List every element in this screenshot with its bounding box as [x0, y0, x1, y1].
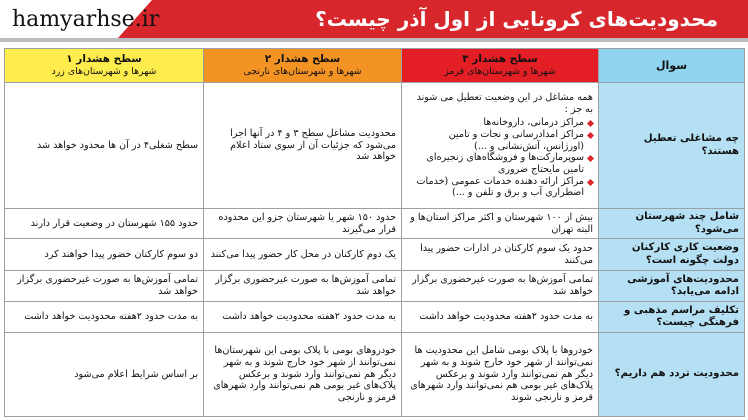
level-3-cell: خودروها با پلاک بومی شامل این محدودیت ها نمی‌توانند از شهر خود خارج شوند و به شهر دیگر هم نمی‌توانند وارد شوند و برعکس پلاک‌های غیر بومی هم نمی‌توانند وارد شهرهای قرمز و نارنجی شوند	[402, 333, 599, 417]
level-3-cell: به مدت حدود ۲هفته محدودیت خواهد داشت	[402, 302, 599, 333]
level-2-cell: یک دوم کارکنان در محل کار حضور پیدا می‌کنند	[204, 239, 402, 271]
level-3-cell: بیش از ۱۰۰ شهرستان و اکثر مراکز استان‌ها و البته تهران	[402, 209, 599, 239]
level-1-cell: دو سوم کارکنان حضور پیدا خواهند کرد	[5, 239, 204, 271]
level-2-cell: تمامی آموزش‌ها به صورت غیرحضوری برگزار خواهد شد	[204, 271, 402, 302]
level-1-subtitle: شهرها و شهرستان‌های زرد	[51, 66, 157, 78]
table-row	[5, 83, 745, 209]
level-3-cell	[402, 83, 599, 209]
exempt-list	[407, 117, 593, 199]
header-row	[5, 49, 745, 83]
question-cell: چه مشاغلی تعطیل هستند؟	[599, 83, 745, 209]
level-2-cell: حدود ۱۵۰ شهر یا شهرستان جزو این محدوده قرار می‌گیرند	[204, 209, 402, 239]
page-title: محدودیت‌های کرونایی از اول آذر چیست؟	[315, 7, 718, 31]
level-1-cell: تمامی آموزش‌ها به صورت غیرحضوری برگزار خواهد شد	[5, 271, 204, 302]
level-1-cell: به مدت حدود ۲هفته محدودیت خواهد داشت	[5, 302, 204, 333]
table-row	[5, 239, 745, 271]
question-cell: تکلیف مراسم مذهبی و فرهنگی چیست؟	[599, 302, 745, 333]
level-2-subtitle: شهرها و شهرستان‌های نارنجی	[243, 66, 362, 78]
level-2-cell: به مدت حدود ۲هفته محدودیت خواهد داشت	[204, 302, 402, 333]
header-level-1	[5, 49, 204, 83]
header-question: سوال	[599, 49, 745, 83]
level-3-subtitle: شهرها و شهرستان‌های قرمز	[444, 66, 556, 78]
header-level-2	[204, 49, 402, 83]
list-item: سوپرمارکت‌ها و فروشگاه‌های زنجیره‌ای تامین مایحتاج ضروری	[407, 152, 593, 175]
table-row	[5, 302, 745, 333]
level-2-title: سطح هشدار ۲	[264, 53, 341, 66]
level-3-cell: حدود یک سوم کارکنان در ادارات حضور پیدا می‌کنند	[402, 239, 599, 271]
question-cell: محدودیت تردد هم داریم؟	[599, 333, 745, 417]
site-logo[interactable]: hamyarhse.ir	[12, 7, 160, 32]
restrictions-table	[4, 48, 745, 417]
list-item: مراکز درمانی، داروخانه‌ها	[407, 117, 593, 129]
question-cell: شامل چند شهرستان می‌شود؟	[599, 209, 745, 239]
header-divider	[0, 38, 748, 42]
table-row	[5, 333, 745, 417]
question-cell: وضعیت کاری کارکنان دولت چگونه است؟	[599, 239, 745, 271]
header-level-3	[402, 49, 599, 83]
level-1-cell: بر اساس شرایط اعلام می‌شود	[5, 333, 204, 417]
level-2-cell: محدودیت مشاغل سطح ۳ و ۴ در آنها اجرا می‌شود که جزئیات آن از سوی ستاد اعلام خواهد شد	[204, 83, 402, 209]
question-cell: محدودیت‌های آموزشی ادامه می‌یابد؟	[599, 271, 745, 302]
list-item: مراکز امدادرسانی و نجات و تامین (اورژانس، آتش‌نشانی و ...)	[407, 129, 593, 152]
level-3-title: سطح هشدار ۳	[462, 53, 538, 66]
level-2-cell: خودروهای بومی با پلاک بومی این شهرستان‌ها نمی‌توانند از شهر خود خارج شوند و به شهر دیگر هم نمی‌توانند وارد شوند و برعکس پلاک‌های غیر بومی هم نمی‌توانند وارد شهرهای قرمز و نارنجی	[204, 333, 402, 417]
header-bar	[0, 0, 748, 44]
list-item: مراکز ارائه دهنده خدمات عمومی (خدمات اضطراری آب و برق و تلفن و ...)	[407, 176, 593, 199]
level-3-cell: تمامی آموزش‌ها به صورت غیرحضوری برگزار خواهد شد	[402, 271, 599, 302]
table-row	[5, 209, 745, 239]
level-1-title: سطح هشدار ۱	[66, 53, 142, 66]
level-3-intro: همه مشاغل در این وضعیت تعطیل می شوند به جز :	[416, 91, 593, 115]
table-row	[5, 271, 745, 302]
level-1-cell: سطح شغلی۴ در آن ها محدود خواهد شد	[5, 83, 204, 209]
level-1-cell: حدود ۱۵۵ شهرستان در وضعیت قرار دارند	[5, 209, 204, 239]
